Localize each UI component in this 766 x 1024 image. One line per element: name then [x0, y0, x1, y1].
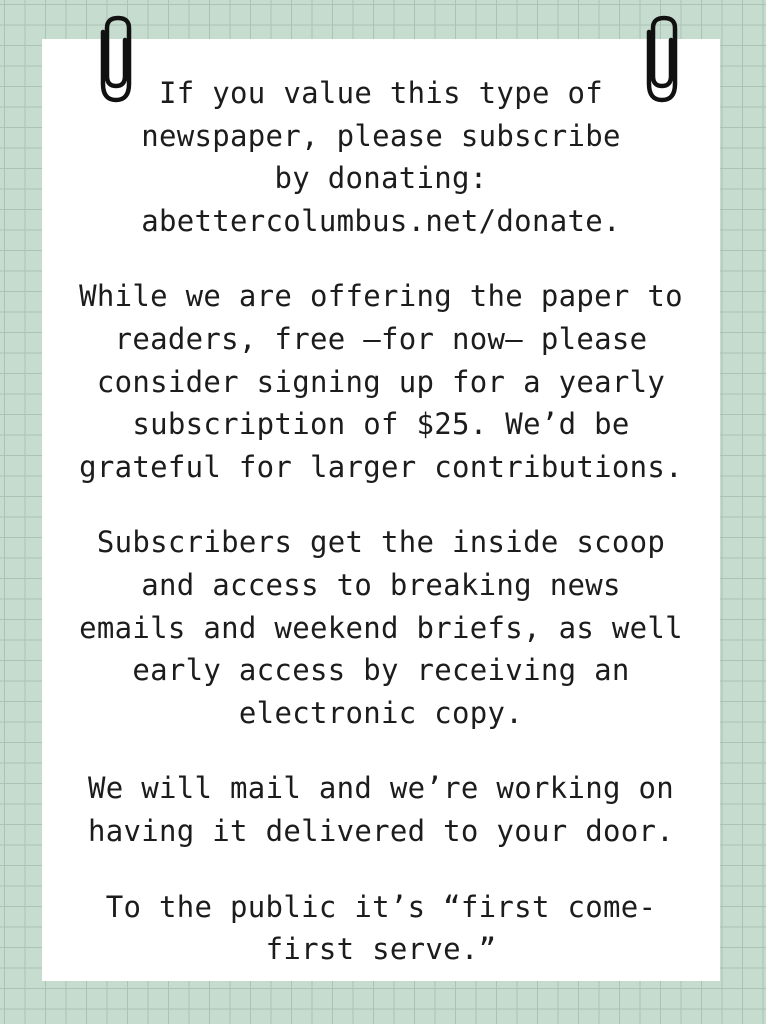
- text-line: emails and weekend briefs, as well: [79, 610, 683, 645]
- text-line: and access to breaking news: [141, 567, 621, 602]
- donate-url: abettercolumbus.net/donate.: [141, 203, 621, 238]
- paragraph-public: [42, 886, 720, 971]
- text-line: having it delivered to your door.: [87, 813, 675, 848]
- paragraph-offer: [42, 275, 720, 488]
- paragraph-subscribe: [42, 72, 720, 242]
- text-line: Subscribers get the inside scoop: [96, 525, 666, 560]
- text-line: first serve.”: [265, 932, 497, 967]
- text-line: early access by receiving an: [132, 653, 630, 688]
- paragraph-benefits: [42, 521, 720, 734]
- text-line: electronic copy.: [238, 695, 524, 730]
- text-line: If you value this type of: [159, 76, 603, 110]
- text-line: subscription of $25. We’d be: [132, 407, 630, 442]
- text-line: newspaper, please subscribe: [141, 118, 621, 153]
- notice-text: [42, 72, 720, 1004]
- text-line: grateful for larger contributions.: [79, 449, 683, 484]
- text-line: by donating:: [274, 161, 488, 196]
- text-line: We will mail and we’re working on: [87, 771, 675, 806]
- text-line: readers, free –for now– please: [114, 321, 648, 356]
- paragraph-delivery: [42, 767, 720, 852]
- text-line: consider signing up for a yearly: [96, 364, 666, 399]
- text-line: To the public it’s “first come-: [105, 889, 657, 924]
- text-line: While we are offering the paper to: [79, 279, 683, 314]
